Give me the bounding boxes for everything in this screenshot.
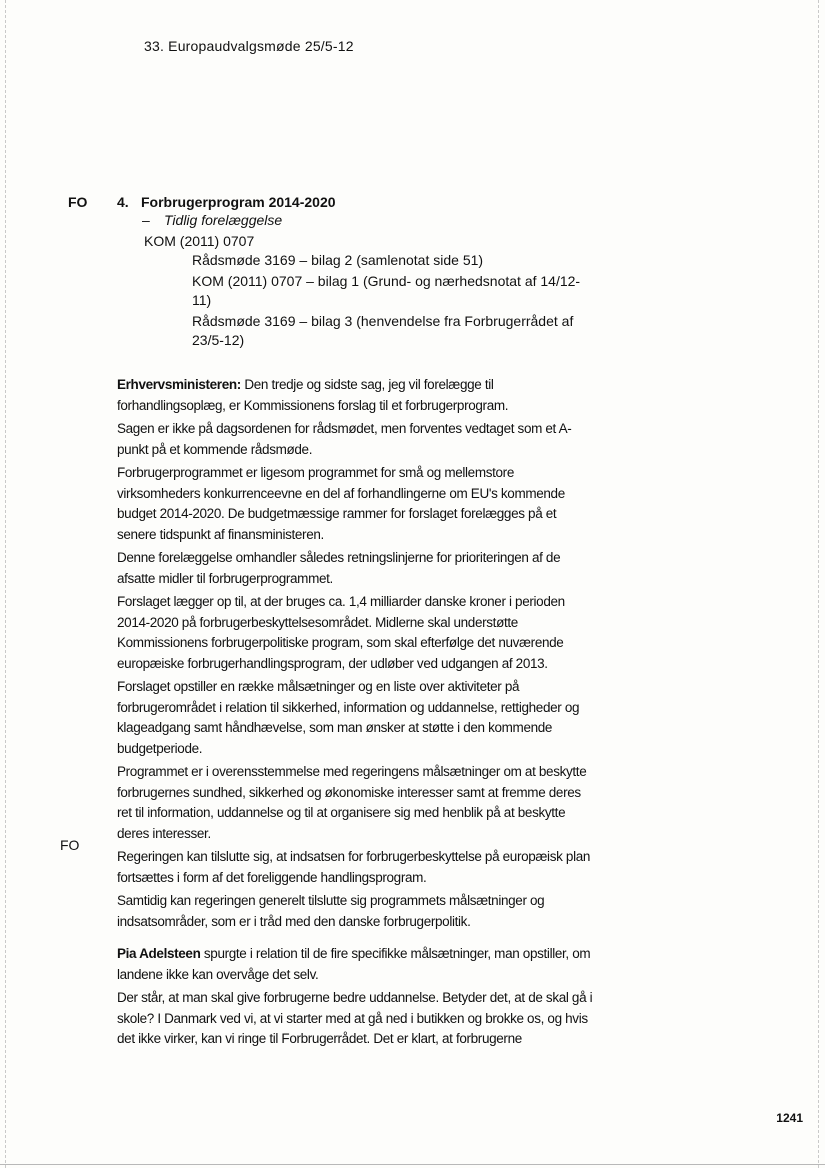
paragraph: Forbrugerprogrammet er ligesom programmet for små og mellemstore virksomheders konkurrenceevne en del af forhandlingerne om EU's kommende budget 2014-2020. De budgetmæssige rammer for forslaget forelægges på et senere tidspunkt af finansministeren. <box>117 465 565 542</box>
agenda-item-title <box>117 194 336 210</box>
paragraph: Denne forelæggelse omhandler således retningslinjerne for prioriteringen af de afsatte midler til forbrugerprogrammet. <box>117 550 561 586</box>
agenda-item-title-text: Forbrugerprogram 2014-2020 <box>141 194 336 210</box>
speaker-name: Erhvervsministeren: <box>117 377 241 392</box>
subtitle-text: Tidlig forelæggelse <box>164 212 283 228</box>
paragraph: Forslaget lægger op til, at der bruges ca. 1,4 milliarder danske kroner i perioden 2014-2020 på forbrugerbeskyttelsesområdet. Midlerne skal understøtte Kommissionens forbrugerpolitiske program, som skal efterfølge det nuværende europæiske forbrugerhandlingsprogram, der udløber ved udgangen af 2013. <box>117 594 565 671</box>
page-header: 33. Europaudvalgsmøde 25/5-12 <box>144 38 354 54</box>
paragraph: Forslaget opstiller en række målsætninger og en liste over aktiviteter på forbrugerområdet i relation til sikkerhed, information og uddannelse, rettigheder og klageadgang samt håndhævelse, som man ønsker at støtte i den kommende budgetperiode. <box>117 679 580 756</box>
page-edge-bottom <box>0 1164 825 1165</box>
agenda-item-subtitle <box>142 212 282 228</box>
paragraph: Erhvervsministeren: Den tredje og sidste sag, jeg vil forelægge til forhandlingsoplæg, er Kommissionens forslag til et forbrugerprogram. <box>117 377 509 413</box>
margin-mark-fo: FO <box>60 837 80 853</box>
paragraph: Programmet er i overensstemmelse med regeringens målsætninger om at beskytte forbrugernes sundhed, sikkerhed og økonomiske interesser samt at fremme deres ret til information, uddannelse og til at organisere sig med henblik på at beskytte deres interesser. <box>117 764 587 841</box>
paragraph: Sagen er ikke på dagsordenen for rådsmødet, men forventes vedtaget som et A-punkt på et kommende rådsmøde. <box>117 421 572 457</box>
page-edge-left <box>5 0 6 1168</box>
margin-mark-fo: FO <box>68 194 88 210</box>
subtitle-dash: – <box>142 212 150 228</box>
reference-list <box>192 251 592 352</box>
pia-adelsteen-statement <box>117 944 595 1053</box>
paragraph: Regeringen kan tilslutte sig, at indsatsen for forbrugerbeskyttelse på europæisk plan fortsættes i form af det foreliggende handlingsprogram. <box>117 849 591 885</box>
reference-item: Rådsmøde 3169 – bilag 3 (henvendelse fra Forbrugerrådet af 23/5-12) <box>192 312 574 348</box>
paragraph: Pia Adelsteen spurgte i relation til de fire specifikke målsætninger, man opstiller, om landene ikke kan overvåge det selv. <box>117 946 591 982</box>
reference-item: KOM (2011) 0707 – bilag 1 (Grund- og nærhedsnotat af 14/12-11) <box>192 272 581 308</box>
minister-statement <box>117 375 595 935</box>
page-edge-right <box>818 0 819 1168</box>
paragraph: Samtidig kan regeringen generelt tilslutte sig programmets målsætninger og indsatsområder, som er i tråd med den danske forbrugerpolitik. <box>117 893 545 929</box>
reference-item: Rådsmøde 3169 – bilag 2 (samlenotat side 51) <box>192 252 484 268</box>
paragraph: Der står, at man skal give forbrugerne bedre uddannelse. Betyder det, at de skal gå i skole? I Danmark ved vi, at vi starter med at gå ned i butikken og brokke os, og hvis det ikke virker, kan vi ringe til Forbrugerrådet. Det er klart, at forbrugerne <box>117 990 593 1046</box>
agenda-item-number: 4. <box>117 194 129 210</box>
speaker-name: Pia Adelsteen <box>117 946 201 961</box>
page-number: 1241 <box>776 1111 803 1125</box>
kom-reference: KOM (2011) 0707 <box>144 233 255 249</box>
